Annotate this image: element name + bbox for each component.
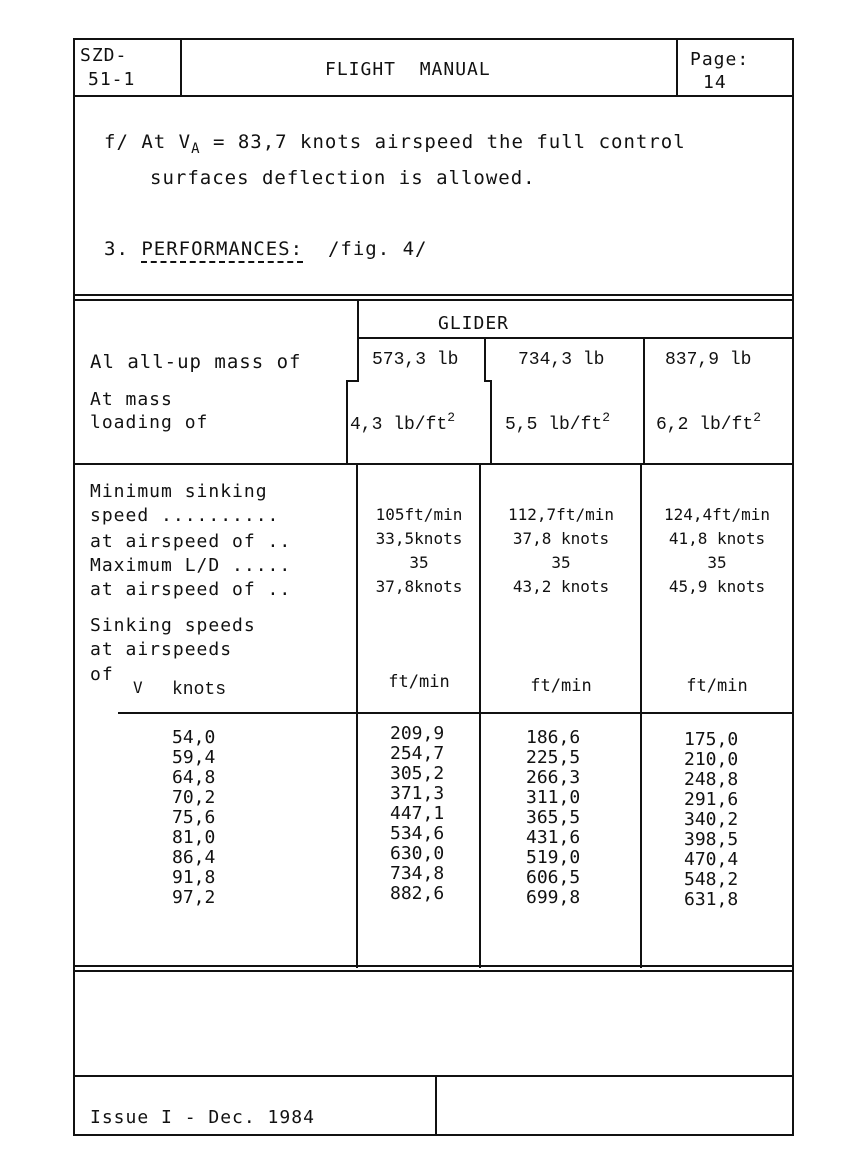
- item-f-rest: = 83,7 knots airspeed the full control: [200, 131, 686, 153]
- item-f-line1: [104, 130, 686, 161]
- sink-rate-value: 398,5: [684, 829, 739, 850]
- sink-rate-value: 209,9: [390, 723, 445, 744]
- sink-rate-value: 431,6: [526, 827, 581, 848]
- sink-rate-value: 631,8: [684, 889, 739, 910]
- table-bottom-rule-1: [73, 965, 794, 967]
- mass-col2-left-lower: [490, 380, 492, 464]
- sink-label-1: Sinking speeds: [90, 615, 256, 636]
- airspeed-value: 86,4: [172, 847, 216, 868]
- section-heading: [104, 237, 427, 261]
- footer-divider: [435, 1075, 437, 1136]
- footer-top-rule: [73, 1075, 794, 1077]
- airspeed-value: 59,4: [172, 747, 216, 768]
- unit-label-col1: ft/min: [388, 672, 450, 692]
- sink-rates-col1: [390, 724, 444, 904]
- mass-col3-left: [643, 337, 645, 464]
- perf-value: 43,2 knots: [512, 577, 610, 596]
- sink-rate-value: 291,6: [684, 789, 739, 810]
- perf-value: 37,8knots: [375, 577, 463, 596]
- mass-value-col3: 837,9 lb: [665, 350, 752, 370]
- sink-rate-value: 175,0: [684, 729, 739, 750]
- sink-rate-value: 606,5: [526, 867, 581, 888]
- frame-bottom-border: [73, 1134, 794, 1136]
- mass-col2-left: [484, 337, 486, 381]
- perf-label-4: at airspeed of ..: [90, 579, 292, 600]
- sink-rates-col2: [526, 728, 580, 908]
- perf-value: 33,5knots: [375, 529, 463, 548]
- sink-rate-value: 225,5: [526, 747, 581, 768]
- mass-value-col2: 734,3 lb: [518, 350, 605, 370]
- item-f-subscript: A: [191, 141, 201, 157]
- airspeed-value: 70,2: [172, 787, 216, 808]
- speeds-header-rule: [118, 712, 794, 714]
- sink-rates-col3: [684, 730, 738, 910]
- doc-code-line2: 51-1: [88, 69, 136, 90]
- table-top-rule-2: [73, 299, 794, 301]
- perf-value: 45,9 knots: [668, 577, 766, 596]
- sink-rate-value: 630,0: [390, 843, 445, 864]
- sink-rate-value: 519,0: [526, 847, 581, 868]
- mass-col1-left: [357, 337, 359, 381]
- sink-rate-value: 305,2: [390, 763, 445, 784]
- sink-rate-value: 534,6: [390, 823, 445, 844]
- loading-col2-sup: 2: [602, 410, 611, 425]
- perf-label-2: at airspeed of ..: [90, 531, 292, 552]
- mass-value-col1: 573,3 lb: [372, 350, 459, 370]
- perf-value: 35: [707, 553, 727, 572]
- sink-rate-value: 371,3: [390, 783, 445, 804]
- section-number: 3.: [104, 238, 129, 260]
- perf-values-col3: [642, 503, 792, 599]
- loading-col3-sup: 2: [753, 410, 762, 425]
- header-divider-2: [676, 38, 678, 96]
- sink-label-2: at airspeeds: [90, 639, 233, 660]
- perf-values-col2: [481, 503, 641, 599]
- sink-rate-value: 186,6: [526, 727, 581, 748]
- perf-value: 35: [409, 553, 429, 572]
- doc-code-line1: SZD-: [80, 45, 128, 66]
- loading-col2-text: 5,5 lb/ft: [505, 415, 603, 435]
- airspeed-value: 54,0: [172, 727, 216, 748]
- item-f-prefix: f/ At V: [104, 131, 192, 153]
- page-label: Page:: [690, 49, 750, 70]
- glider-header: GLIDER: [438, 313, 510, 334]
- sink-rate-value: 447,1: [390, 803, 445, 824]
- loading-col3-text: 6,2 lb/ft: [656, 415, 754, 435]
- perf-label-0: Minimum sinking: [90, 481, 268, 502]
- airspeed-value: 64,8: [172, 767, 216, 788]
- perf-value: 105ft/min: [375, 505, 463, 524]
- perf-value: 37,8 knots: [512, 529, 610, 548]
- section-title: PERFORMANCES:: [141, 238, 303, 263]
- sink-rate-value: 311,0: [526, 787, 581, 808]
- unit-label-col2: ft/min: [530, 676, 592, 696]
- v-label: V: [133, 678, 144, 697]
- mass-loading-label-2: loading of: [90, 412, 209, 433]
- section-ref: /fig. 4/: [327, 238, 428, 260]
- perf-label-1: speed ..........: [90, 505, 280, 526]
- header-divider-1: [180, 38, 182, 96]
- mass-col1-left-lower: [346, 380, 348, 464]
- document-title: FLIGHT MANUAL: [325, 59, 491, 80]
- unit-label-col3: ft/min: [686, 676, 748, 696]
- sink-rate-value: 365,5: [526, 807, 581, 828]
- perf-value: 124,4ft/min: [664, 505, 770, 524]
- all-up-mass-label: Al all-up mass of: [90, 351, 302, 373]
- sink-rate-value: 699,8: [526, 887, 581, 908]
- mass-loading-label-1: At mass: [90, 389, 173, 410]
- table-top-rule-1: [73, 294, 794, 296]
- perf-label-3: Maximum L/D .....: [90, 555, 292, 576]
- perf-value: 41,8 knots: [668, 529, 766, 548]
- glider-header-rule: [357, 337, 794, 339]
- perf-values-col1: [358, 503, 480, 599]
- header-bottom-rule: [73, 95, 794, 97]
- sink-rate-value: 254,7: [390, 743, 445, 764]
- loading-col1-sup: 2: [447, 410, 456, 425]
- loading-value-col1: [350, 406, 455, 437]
- item-f-line2: surfaces deflection is allowed.: [150, 167, 536, 189]
- sink-rate-value: 340,2: [684, 809, 739, 830]
- airspeed-value: 91,8: [172, 867, 216, 888]
- page-number: 14: [703, 72, 727, 93]
- sink-rate-value: 248,8: [684, 769, 739, 790]
- airspeed-value: 81,0: [172, 827, 216, 848]
- sink-rate-value: 734,8: [390, 863, 445, 884]
- knots-label: knots: [172, 680, 227, 700]
- loading-value-col2: [505, 406, 610, 437]
- sink-label-3: of: [90, 664, 114, 685]
- sink-rate-value: 548,2: [684, 869, 739, 890]
- loading-value-col3: [656, 406, 761, 437]
- sink-rate-value: 470,4: [684, 849, 739, 870]
- mass-block-bottom-rule: [73, 463, 794, 465]
- sink-rate-value: 882,6: [390, 883, 445, 904]
- sink-rate-value: 266,3: [526, 767, 581, 788]
- airspeed-value: 75,6: [172, 807, 216, 828]
- loading-col1-text: 4,3 lb/ft: [350, 415, 448, 435]
- perf-value: 35: [551, 553, 571, 572]
- perf-value: 112,7ft/min: [508, 505, 614, 524]
- airspeeds-column: [172, 728, 215, 908]
- table-bottom-rule-2: [73, 970, 794, 972]
- airspeed-value: 97,2: [172, 887, 216, 908]
- sink-rate-value: 210,0: [684, 749, 739, 770]
- issue-date: Issue I - Dec. 1984: [90, 1107, 315, 1128]
